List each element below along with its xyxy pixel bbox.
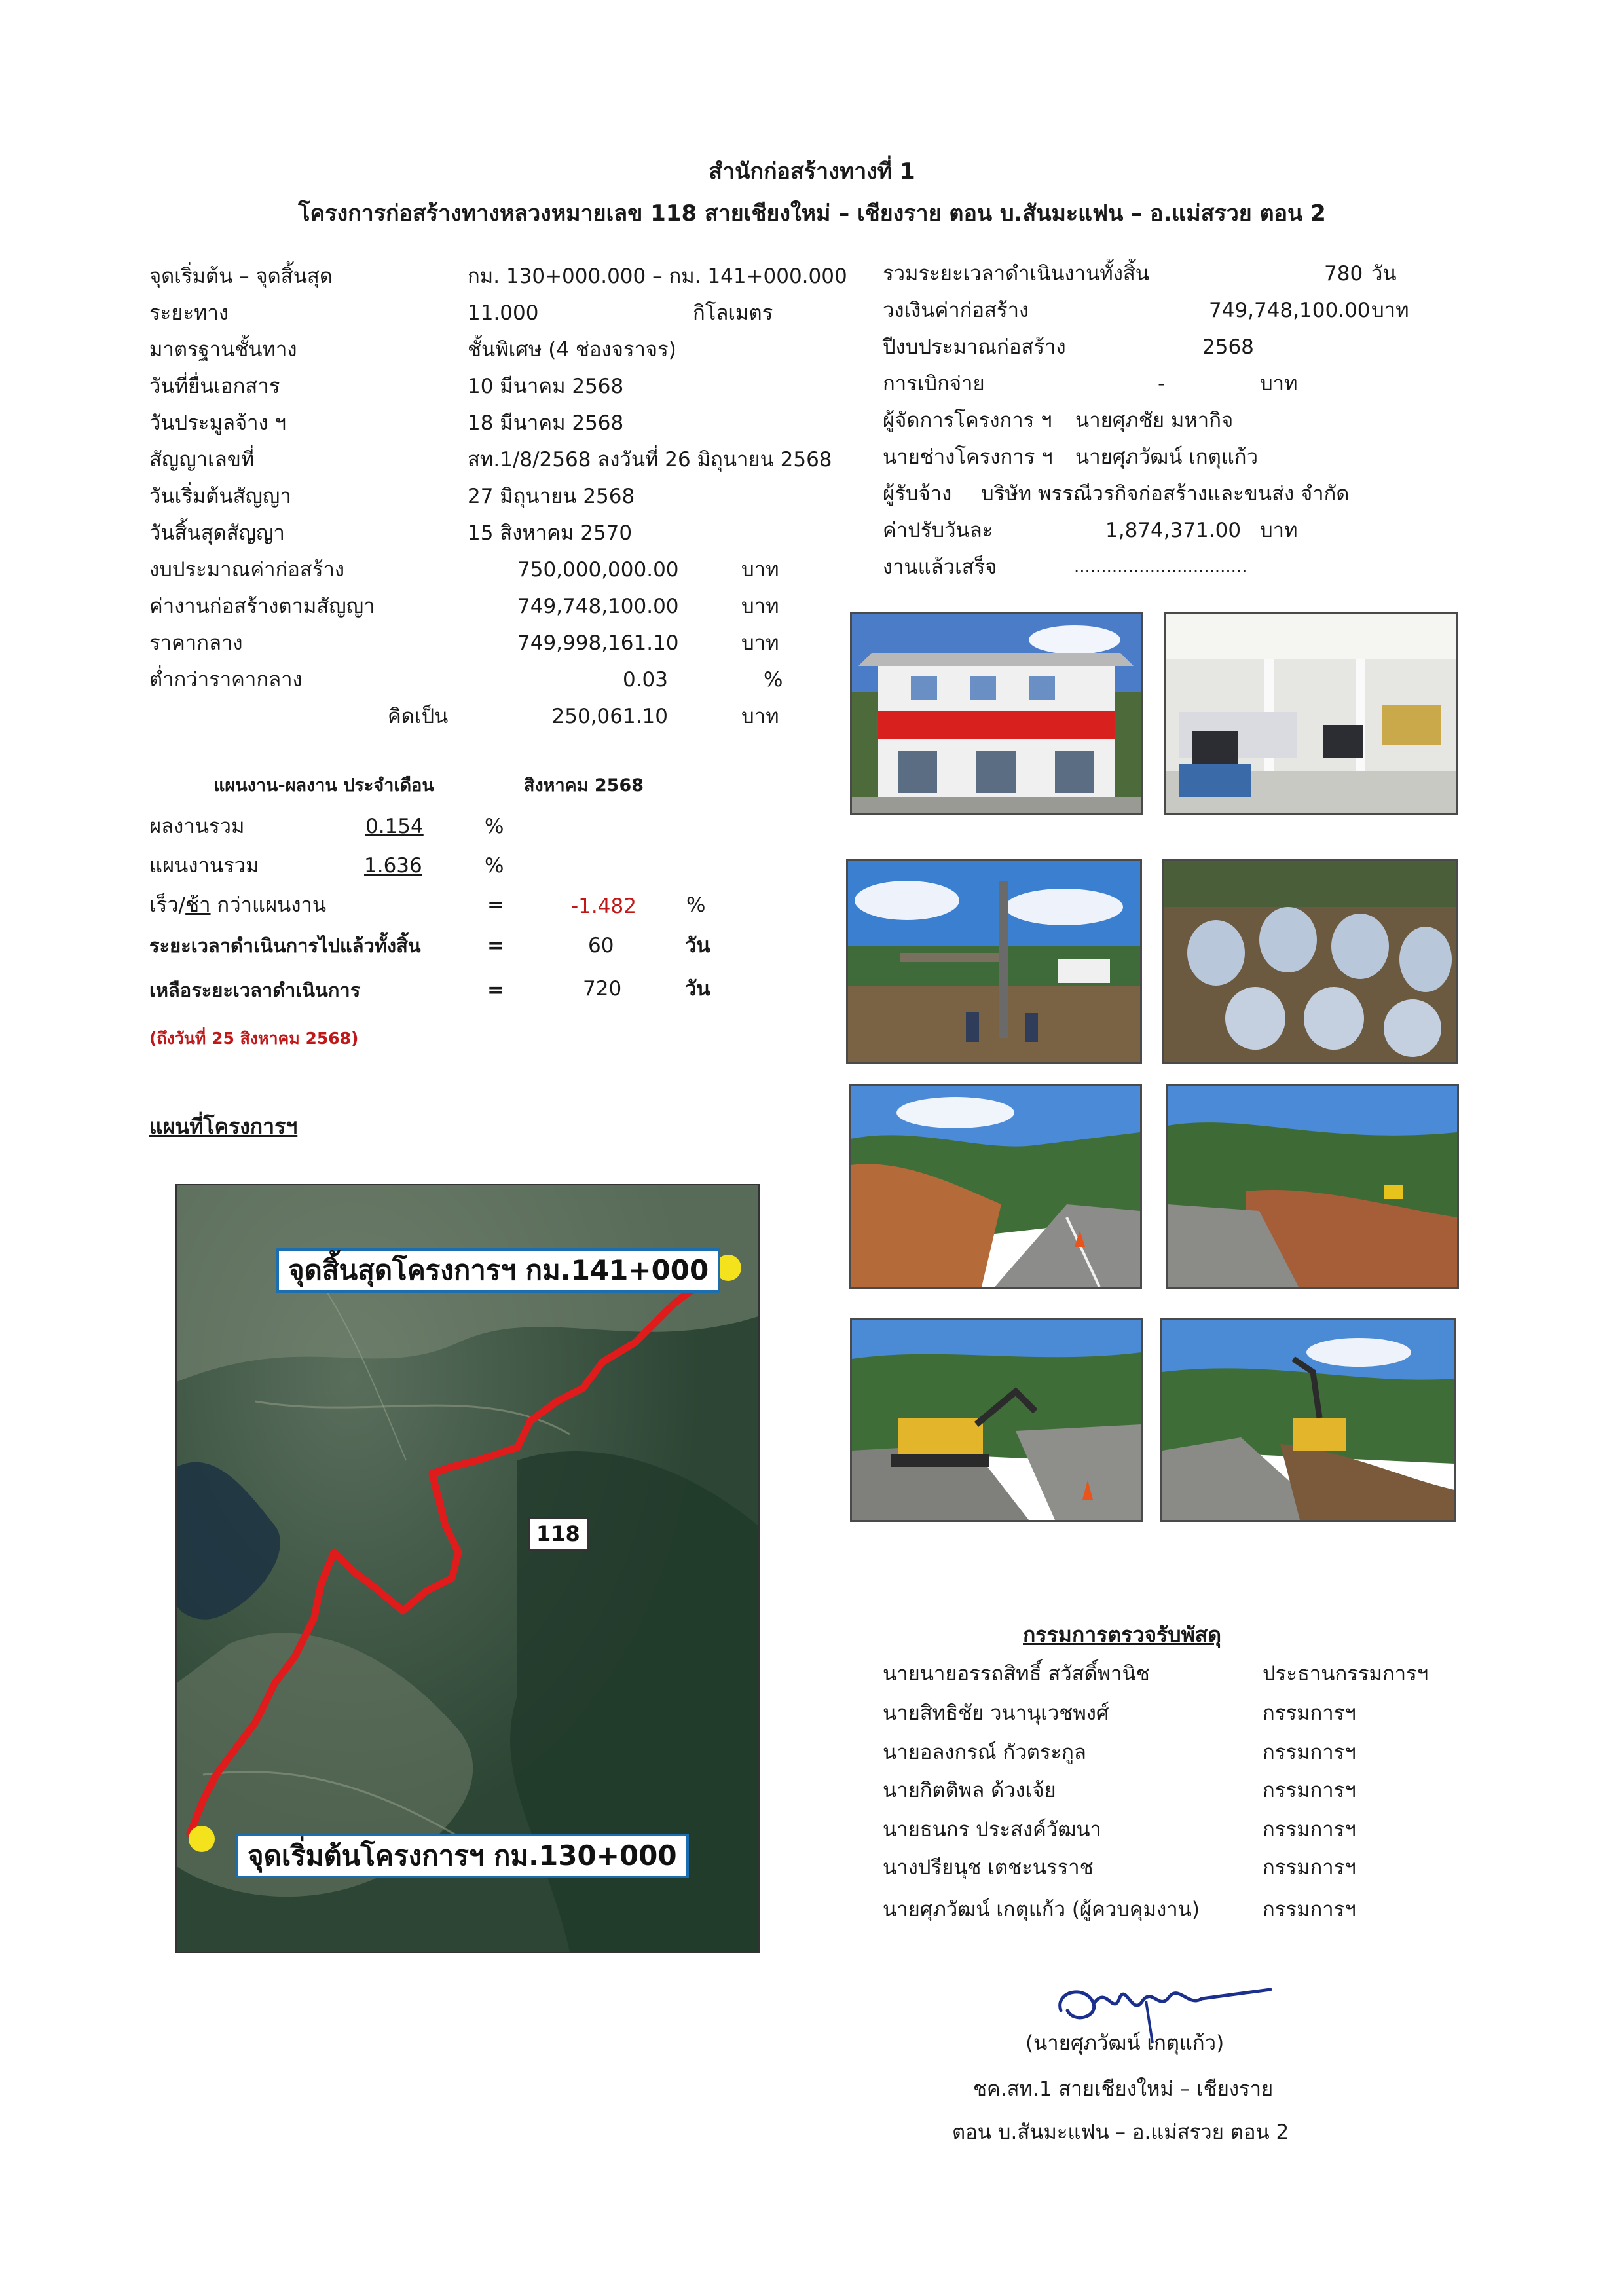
member-role: กรรมการฯ: [1263, 1856, 1356, 1879]
route-shield: 118: [528, 1517, 589, 1551]
budget-value: 250,061.10: [551, 705, 668, 728]
diff-eq: =: [487, 893, 504, 917]
signer-name: (นายศุภวัฒน์ เกตุแก้ว): [1025, 2031, 1225, 2055]
excavator-photo-2: [1160, 1318, 1456, 1522]
info-value: 1,874,371.00: [1105, 519, 1242, 542]
info-value: 15 สิงหาคม 2570: [468, 521, 633, 545]
member-role: ประธานกรรมการฯ: [1263, 1662, 1429, 1686]
progress-month: สิงหาคม 2568: [524, 775, 644, 796]
actual-unit: %: [485, 815, 504, 838]
budget-label: คิดเป็น: [388, 705, 449, 728]
info-unit: บาท: [1260, 372, 1298, 396]
remaining-value: 720: [583, 977, 622, 1001]
signer-position: ชค.สท.1 สายเชียงใหม่ – เชียงราย: [973, 2077, 1274, 2101]
map-start-label: จุดเริ่มต้นโครงการฯ กม.130+000: [236, 1834, 689, 1878]
diff-unit: %: [686, 893, 706, 917]
member-role: กรรมการฯ: [1263, 1818, 1356, 1842]
budget-label: งบประมาณค่าก่อสร้าง: [149, 558, 345, 582]
info-label: วันประมูลจ้าง ฯ: [149, 411, 286, 435]
road-cut-photo-2: [1166, 1084, 1459, 1289]
progress-heading: แผนงาน-ผลงาน ประจำเดือน: [213, 775, 434, 796]
info-label: ค่าปรับวันละ: [883, 519, 993, 542]
info-label: สัญญาเลขที่: [149, 448, 255, 472]
info-label: ผู้จัดการโครงการ ฯ: [883, 409, 1052, 432]
budget-unit: %: [764, 668, 783, 692]
plan-unit: %: [485, 854, 504, 878]
info-label: ผู้รับจ้าง: [883, 482, 952, 506]
budget-unit: บาท: [741, 705, 779, 728]
info-label: มาตรฐานชั้นทาง: [149, 338, 297, 361]
project-title: โครงการก่อสร้างทางหลวงหมายเลข 118 สายเชียงใหม่ – เชียงราย ตอน บ.สันมะแฟน – อ.แม่สรวย ตอน 2: [298, 200, 1326, 227]
member-name: นางปรียนุช เตชะนรราช: [883, 1856, 1094, 1879]
actual-label: ผลงานรวม: [149, 815, 245, 838]
committee-heading: กรรมการตรวจรับพัสดุ: [1023, 1622, 1221, 1647]
excavator-photo-1: [850, 1318, 1143, 1522]
diff-fast: เร็ว: [149, 893, 179, 917]
info-label: ปีงบประมาณก่อสร้าง: [883, 335, 1066, 359]
map-end-label: จุดสิ้นสุดโครงการฯ กม.141+000: [276, 1248, 720, 1293]
budget-label: ราคากลาง: [149, 631, 243, 655]
remaining-label: เหลือระยะเวลาดำเนินการ: [149, 979, 361, 1001]
office-interior-photo: [1164, 612, 1458, 815]
info-value: 749,748,100.00: [1209, 299, 1371, 322]
diff-slow: ช้า: [185, 893, 211, 917]
office-building-photo: [850, 612, 1143, 815]
elapsed-eq: =: [487, 934, 504, 957]
info-label: รวมระยะเวลาดำเนินงานทั้งสิ้น: [883, 262, 1149, 286]
info-value: ชั้นพิเศษ (4 ช่องจราจร): [468, 338, 676, 361]
member-name: นายศุภวัฒน์ เกตุแก้ว (ผู้ควบคุมงาน): [883, 1898, 1200, 1921]
elapsed-value: 60: [588, 934, 614, 957]
member-name: นายอลงกรณ์ กัวตระกูล: [883, 1741, 1086, 1764]
remaining-eq: =: [487, 978, 504, 1002]
budget-label: ค่างานก่อสร้างตามสัญญา: [149, 595, 375, 618]
member-role: กรรมการฯ: [1263, 1741, 1356, 1764]
info-label: งานแล้วเสร็จ: [883, 555, 997, 579]
info-value: 18 มีนาคม 2568: [468, 411, 624, 435]
diff-label: เร็ว/ช้า กว่าแผนงาน: [149, 893, 327, 917]
info-value: นายศุภวัฒน์ เกตุแก้ว: [1075, 445, 1258, 469]
signer-section: ตอน บ.สันมะแฟน – อ.แม่สรวย ตอน 2: [952, 2120, 1289, 2144]
info-label: ระยะทาง: [149, 301, 229, 325]
drilling-rig-photo: [846, 859, 1142, 1064]
elapsed-unit: วัน: [685, 934, 710, 957]
info-value: 780: [1324, 262, 1363, 286]
info-label: จุดเริ่มต้น – จุดสิ้นสุด: [149, 265, 333, 288]
budget-value: 749,748,100.00: [517, 595, 679, 618]
info-label: วันสิ้นสุดสัญญา: [149, 521, 285, 545]
member-role: กรรมการฯ: [1263, 1701, 1356, 1725]
road-cut-photo-1: [849, 1084, 1142, 1289]
diff-value: -1.482: [571, 895, 637, 918]
member-name: นายธนกร ประสงค์วัฒนา: [883, 1818, 1101, 1842]
member-name: นายกิตติพล ด้วงเจ้ย: [883, 1779, 1056, 1802]
info-label: วันเริ่มต้นสัญญา: [149, 485, 291, 508]
map-heading: แผนที่โครงการฯ: [149, 1114, 298, 1139]
info-unit: วัน: [1371, 262, 1397, 286]
info-value: กม. 130+000.000 – กม. 141+000.000: [468, 265, 847, 288]
budget-unit: บาท: [741, 558, 779, 582]
budget-label: ต่ำกว่าราคากลาง: [149, 668, 303, 692]
info-value: 11.000: [468, 301, 539, 325]
budget-value: 750,000,000.00: [517, 558, 679, 582]
info-label: วงเงินค่าก่อสร้าง: [883, 299, 1029, 322]
member-name: นายสิทธิชัย วนานุเวชพงศ์: [883, 1701, 1109, 1725]
soil-samples-photo: [1162, 859, 1458, 1064]
info-value: บริษัท พรรณีวรกิจก่อสร้างและขนส่ง จำกัด: [981, 482, 1350, 506]
info-unit: บาท: [1371, 299, 1409, 322]
info-value: สท.1/8/2568 ลงวันที่ 26 มิถุนายน 2568: [468, 448, 832, 472]
info-label: วันที่ยื่นเอกสาร: [149, 375, 280, 398]
budget-unit: บาท: [741, 595, 779, 618]
info-value: นายศุภชัย มหากิจ: [1075, 409, 1234, 432]
info-value: ................................: [1074, 557, 1247, 577]
info-value: 10 มีนาคม 2568: [468, 375, 624, 398]
info-value: -: [1158, 372, 1166, 396]
diff-rest: กว่าแผนงาน: [217, 893, 327, 917]
remaining-unit: วัน: [685, 977, 710, 1001]
plan-label: แผนงานรวม: [149, 854, 259, 878]
info-value: 27 มิถุนายน 2568: [468, 485, 635, 508]
info-unit: กิโลเมตร: [693, 301, 773, 325]
member-role: กรรมการฯ: [1263, 1779, 1356, 1802]
member-name: นายนายอรรถสิทธิ์ สวัสดิ์พานิช: [883, 1662, 1150, 1686]
start-marker: [189, 1826, 215, 1852]
project-map: [175, 1184, 760, 1953]
budget-value: 749,998,161.10: [517, 631, 679, 655]
info-value: 2568: [1202, 335, 1254, 359]
info-label: การเบิกจ่าย: [883, 372, 985, 396]
elapsed-label: ระยะเวลาดำเนินการไปแล้วทั้งสิ้น: [149, 935, 421, 957]
budget-unit: บาท: [741, 631, 779, 655]
as-of-date: (ถึงวันที่ 25 สิงหาคม 2568): [149, 1029, 359, 1048]
budget-value: 0.03: [622, 668, 668, 692]
member-role: กรรมการฯ: [1263, 1898, 1356, 1921]
info-label: นายช่างโครงการ ฯ: [883, 445, 1053, 469]
plan-value: 1.636: [364, 854, 422, 878]
office-title: สำนักก่อสร้างทางที่ 1: [709, 158, 915, 185]
info-unit: บาท: [1260, 519, 1298, 542]
actual-value: 0.154: [365, 815, 424, 838]
